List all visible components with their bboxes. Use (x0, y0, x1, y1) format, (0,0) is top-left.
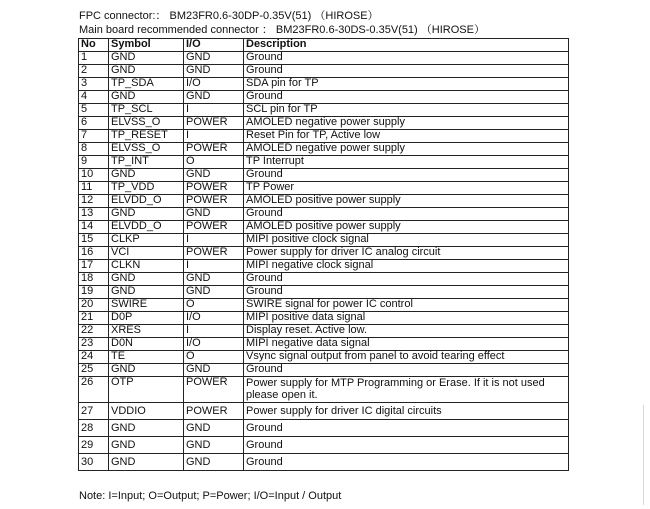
pin-number-cell: 17 (79, 260, 109, 273)
table-row (79, 273, 569, 286)
symbol-cell: TE (109, 351, 184, 364)
table-row (79, 286, 569, 299)
io-cell: POWER (184, 403, 244, 420)
io-cell: GND (184, 273, 244, 286)
table-header-row (79, 39, 569, 52)
description-cell: Power supply for MTP Programming or Erase. If it is not used please open it. (244, 377, 569, 403)
pin-number-cell: 29 (79, 437, 109, 454)
io-cell: GND (184, 286, 244, 299)
description-cell: Ground (244, 273, 569, 286)
table-row (79, 65, 569, 78)
table-row (79, 234, 569, 247)
symbol-cell: ELVSS_O (109, 117, 184, 130)
description-cell: Ground (244, 454, 569, 471)
table-row (79, 420, 569, 437)
io-cell: I (184, 260, 244, 273)
io-cell: I/O (184, 338, 244, 351)
description-cell: TP Power (244, 182, 569, 195)
description-cell: SWIRE signal for power IC control (244, 299, 569, 312)
table-row (79, 312, 569, 325)
io-cell: O (184, 351, 244, 364)
pin-number-cell: 11 (79, 182, 109, 195)
symbol-cell: GND (109, 91, 184, 104)
table-row (79, 325, 569, 338)
pin-number-cell: 7 (79, 130, 109, 143)
table-row (79, 91, 569, 104)
pin-number-cell: 21 (79, 312, 109, 325)
table-row (79, 117, 569, 130)
table-row (79, 78, 569, 91)
symbol-cell: GND (109, 420, 184, 437)
pin-definition-table (78, 38, 569, 471)
description-cell: AMOLED positive power supply (244, 195, 569, 208)
table-row (79, 299, 569, 312)
pin-number-cell: 24 (79, 351, 109, 364)
symbol-cell: TP_SCL (109, 104, 184, 117)
header-symbol: Symbol (109, 39, 184, 52)
pin-number-cell: 30 (79, 454, 109, 471)
pin-number-cell: 15 (79, 234, 109, 247)
symbol-cell: GND (109, 208, 184, 221)
symbol-cell: GND (109, 52, 184, 65)
io-cell: GND (184, 364, 244, 377)
pin-number-cell: 20 (79, 299, 109, 312)
io-cell: I (184, 130, 244, 143)
pin-number-cell: 23 (79, 338, 109, 351)
description-cell: MIPI negative data signal (244, 338, 569, 351)
description-cell: Power supply for driver IC analog circuit (244, 247, 569, 260)
io-cell: GND (184, 65, 244, 78)
symbol-cell: ELVDD_O (109, 221, 184, 234)
symbol-cell: GND (109, 437, 184, 454)
table-row (79, 130, 569, 143)
pin-number-cell: 25 (79, 364, 109, 377)
io-cell: GND (184, 208, 244, 221)
symbol-cell: ELVSS_O (109, 143, 184, 156)
pin-number-cell: 3 (79, 78, 109, 91)
pin-number-cell: 1 (79, 52, 109, 65)
description-cell: AMOLED negative power supply (244, 117, 569, 130)
table-row (79, 403, 569, 420)
table-row (79, 437, 569, 454)
mainboard-connector-line: Main board recommended connector ： BM23FR0.6-30DS-0.35V(51) （HIROSE） (79, 24, 485, 36)
description-cell: TP Interrupt (244, 156, 569, 169)
description-cell: AMOLED negative power supply (244, 143, 569, 156)
pin-number-cell: 4 (79, 91, 109, 104)
description-cell: SCL pin for TP (244, 104, 569, 117)
table-row (79, 338, 569, 351)
header-io: I/O (184, 39, 244, 52)
page-edge-divider (643, 405, 644, 505)
pin-number-cell: 10 (79, 169, 109, 182)
pin-number-cell: 14 (79, 221, 109, 234)
io-cell: GND (184, 169, 244, 182)
table-row (79, 156, 569, 169)
io-cell: I/O (184, 78, 244, 91)
symbol-cell: OTP (109, 377, 184, 403)
symbol-cell: VDDIO (109, 403, 184, 420)
table-row (79, 364, 569, 377)
io-cell: GND (184, 454, 244, 471)
io-cell: POWER (184, 182, 244, 195)
table-row (79, 208, 569, 221)
io-cell: O (184, 156, 244, 169)
description-cell: Ground (244, 65, 569, 78)
pin-number-cell: 13 (79, 208, 109, 221)
io-cell: POWER (184, 247, 244, 260)
symbol-cell: ELVDD_O (109, 195, 184, 208)
io-cell: GND (184, 91, 244, 104)
table-row (79, 182, 569, 195)
pin-number-cell: 22 (79, 325, 109, 338)
symbol-cell: GND (109, 364, 184, 377)
symbol-cell: TP_VDD (109, 182, 184, 195)
symbol-cell: GND (109, 65, 184, 78)
symbol-cell: GND (109, 454, 184, 471)
table-row (79, 169, 569, 182)
io-cell: O (184, 299, 244, 312)
description-cell: AMOLED positive power supply (244, 221, 569, 234)
symbol-cell: VCI (109, 247, 184, 260)
pin-number-cell: 5 (79, 104, 109, 117)
symbol-cell: TP_RESET (109, 130, 184, 143)
fpc-connector-line: FPC connector:： BM23FR0.6-30DP-0.35V(51) （HIROSE） (79, 10, 379, 22)
symbol-cell: GND (109, 273, 184, 286)
table-row (79, 247, 569, 260)
description-cell: MIPI positive data signal (244, 312, 569, 325)
symbol-cell: SWIRE (109, 299, 184, 312)
table-row (79, 104, 569, 117)
table-row (79, 195, 569, 208)
pin-number-cell: 16 (79, 247, 109, 260)
io-cell: POWER (184, 221, 244, 234)
io-cell: POWER (184, 195, 244, 208)
table-row (79, 454, 569, 471)
description-cell: Display reset. Active low. (244, 325, 569, 338)
io-cell: POWER (184, 377, 244, 403)
pin-number-cell: 19 (79, 286, 109, 299)
symbol-cell: CLKN (109, 260, 184, 273)
pin-number-cell: 6 (79, 117, 109, 130)
pin-number-cell: 28 (79, 420, 109, 437)
header-no: No (79, 39, 109, 52)
description-cell: Ground (244, 208, 569, 221)
pin-number-cell: 12 (79, 195, 109, 208)
symbol-cell: XRES (109, 325, 184, 338)
symbol-cell: TP_INT (109, 156, 184, 169)
description-cell: Ground (244, 420, 569, 437)
table-row (79, 260, 569, 273)
symbol-cell: GND (109, 169, 184, 182)
legend-note: Note: I=Input; O=Output; P=Power; I/O=Input / Output (79, 490, 342, 502)
io-cell: GND (184, 52, 244, 65)
pin-number-cell: 9 (79, 156, 109, 169)
description-cell: MIPI positive clock signal (244, 234, 569, 247)
io-cell: POWER (184, 143, 244, 156)
io-cell: I (184, 325, 244, 338)
symbol-cell: TP_SDA (109, 78, 184, 91)
table-row (79, 52, 569, 65)
pin-number-cell: 2 (79, 65, 109, 78)
description-cell: SDA pin for TP (244, 78, 569, 91)
table-row (79, 351, 569, 364)
pin-number-cell: 26 (79, 377, 109, 403)
table-row (79, 377, 569, 403)
header-description: Description (244, 39, 569, 52)
description-cell: MIPI negative clock signal (244, 260, 569, 273)
table-body (79, 52, 569, 471)
table-row (79, 221, 569, 234)
description-cell: Power supply for driver IC digital circuits (244, 403, 569, 420)
table-row (79, 143, 569, 156)
io-cell: I (184, 234, 244, 247)
symbol-cell: GND (109, 286, 184, 299)
pin-number-cell: 18 (79, 273, 109, 286)
description-cell: Ground (244, 169, 569, 182)
io-cell: GND (184, 437, 244, 454)
description-cell: Ground (244, 91, 569, 104)
description-cell: Ground (244, 364, 569, 377)
description-cell: Vsync signal output from panel to avoid tearing effect (244, 351, 569, 364)
io-cell: GND (184, 420, 244, 437)
io-cell: I (184, 104, 244, 117)
pin-number-cell: 27 (79, 403, 109, 420)
symbol-cell: CLKP (109, 234, 184, 247)
description-cell: Reset Pin for TP, Active low (244, 130, 569, 143)
description-cell: Ground (244, 437, 569, 454)
io-cell: I/O (184, 312, 244, 325)
pin-number-cell: 8 (79, 143, 109, 156)
description-cell: Ground (244, 286, 569, 299)
symbol-cell: D0N (109, 338, 184, 351)
io-cell: POWER (184, 117, 244, 130)
description-cell: Ground (244, 52, 569, 65)
symbol-cell: D0P (109, 312, 184, 325)
